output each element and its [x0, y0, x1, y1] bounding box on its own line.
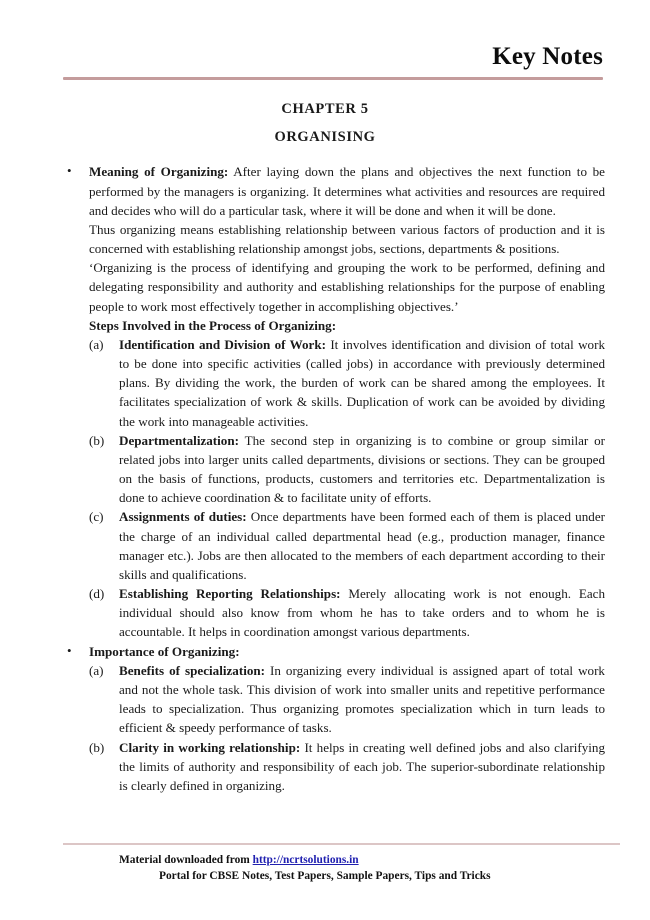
- chapter-number: CHAPTER 5: [281, 101, 369, 118]
- paragraph: Thus organizing means establishing relationship between various factors of production and it is concerned with establishing relationship amongst jobs, sections, departments & positions.: [89, 221, 605, 257]
- sub-item-text: It helps in creating well defined jobs and also clarifying the limits of authority and responsibility of each job. The superior-subordinate relationship is clearly defined in organizing.: [119, 739, 605, 793]
- page-header: [0, 0, 650, 80]
- bullet-icon: •: [67, 642, 72, 658]
- sub-item-title: Departmentalization:: [119, 432, 239, 448]
- sub-list-item: [89, 335, 605, 431]
- sub-list-item: [89, 584, 605, 642]
- sub-item-title: Assignments of duties:: [119, 509, 247, 525]
- sub-item-label: (a): [89, 336, 104, 352]
- sub-item-text: Once departments have been formed each of them is placed under the charge of an individual called departmental head (e.g., production manager, finance manager etc.). Jobs are then allocated to the members of each department according to their skills and qualifications.: [119, 509, 605, 582]
- paragraph: ‘Organizing is the process of identifying and grouping the work to be performed, defining and delegating responsibility and authority and establishing relationships for the purpose of enabling people to work most effectively together in accomplishing objectives.’: [89, 260, 605, 314]
- sub-item-text: The second step in organizing is to combine or group similar or related jobs into larger units called departments, divisions or sections. They can be grouped on the basis of functions, products, customers and territories etc. Departmentalization is done to achieve coordination & to facilitate unity of efforts.: [119, 432, 605, 506]
- chapter-name: ORGANISING: [274, 128, 376, 145]
- footer-tagline: Portal for CBSE Notes, Test Papers, Sample Papers, Tips and Tricks: [159, 869, 491, 882]
- sub-list-item: [89, 507, 605, 584]
- ncrtsolutions-link[interactable]: http://ncrtsolutions.in: [252, 854, 359, 867]
- sub-list-item: [89, 738, 605, 796]
- sub-list-item: [89, 661, 605, 738]
- sub-item-label: (a): [89, 662, 104, 678]
- page-footer: [0, 843, 650, 920]
- page-title: Key Notes: [492, 43, 603, 70]
- sub-list-item: [89, 431, 605, 508]
- sub-item-label: (b): [89, 432, 105, 448]
- sub-item-text: In organizing every individual is assigned apart of total work and not the whole task. This division of work into smaller units and repetitive performance leads to specialization. Thus organizing promotes specialization which in turn leads to efficient & speedy performance of tasks.: [119, 662, 605, 736]
- sub-item-title: Establishing Reporting Relationships:: [119, 586, 341, 602]
- footer-spacer: [63, 884, 620, 920]
- footer-divider: [63, 843, 620, 845]
- list-item: [63, 642, 605, 795]
- header-divider: [63, 77, 603, 80]
- paragraph-text: After laying down the plans and objectives the next function to be performed by the managers is organizing. It determines what activities and resources are required and decides who will do a particular task, where it will be done and when it will be done.: [89, 164, 605, 218]
- chapter-heading: [0, 96, 650, 151]
- bullet-icon: •: [67, 163, 72, 179]
- footer-prefix-text: Material downloaded from: [119, 854, 253, 867]
- term-heading: Meaning of Organizing:: [89, 164, 229, 180]
- sub-item-title: Clarity in working relationship:: [119, 739, 301, 755]
- footer-attribution: [63, 853, 620, 868]
- paragraph: [89, 162, 605, 220]
- sub-item-title: Benefits of specialization:: [119, 662, 266, 678]
- term-heading: Importance of Organizing:: [89, 643, 240, 659]
- document-body: [0, 151, 650, 795]
- sub-item-text: Merely allocating work is not enough. Each individual should also know from whom he has to take orders and to whom he is accountable. It helps in coordination amongst various departments.: [119, 586, 605, 640]
- sub-item-text: It involves identification and division of total work to be done into specific activities (called jobs) in accordance with previously determined plans. By dividing the work, the burden of work can be shared among the employees. It facilitates specialization of work & skills. Duplication of work can be avoided by dividing the work into manageable activities.: [119, 336, 606, 429]
- sub-item-label: (d): [89, 586, 105, 602]
- sub-heading: Steps Involved in the Process of Organizing:: [89, 317, 337, 333]
- sub-item-label: (b): [89, 739, 105, 755]
- list-item: [63, 162, 605, 641]
- paragraph: [89, 642, 605, 661]
- sub-item-title: Identification and Division of Work:: [119, 336, 326, 352]
- sub-item-label: (c): [89, 509, 104, 525]
